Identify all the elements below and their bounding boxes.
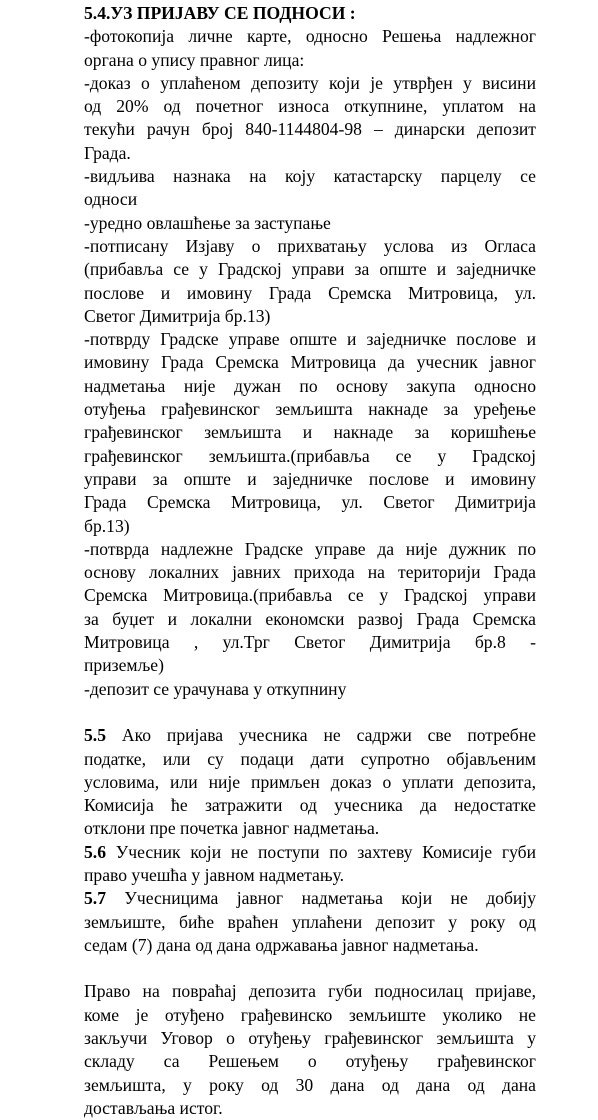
text-line (84, 608, 536, 631)
text-line (84, 305, 536, 328)
section-number: 5.5 (84, 725, 106, 746)
text-line (84, 934, 536, 957)
section-heading: 5.4.УЗ ПРИЈАВУ СЕ ПОДНОСИ : (84, 3, 356, 23)
line-text: Сремска Митровица.(прибавља се у Градској управи (84, 585, 536, 606)
text-line (84, 212, 536, 235)
text-line (84, 235, 536, 258)
line-text: право учешћа у јавном надметању. (84, 864, 345, 885)
line-text: грађевинског земљишта.(прибавља се у Градској (84, 445, 536, 466)
text-line (84, 445, 536, 468)
line-text: -потписану Изјаву о прихватању услова из Огласа (84, 235, 536, 256)
text-line (84, 421, 536, 444)
text-line (84, 351, 536, 374)
line-text: -фотокопија личне карте, односно Решења надлежног (84, 26, 536, 47)
line-text: Право на повраћај депозита губи подносилац пријаве, (84, 981, 536, 1002)
section-5-4-body (84, 25, 536, 701)
line-text: отклони пре почетка јавног надметања. (84, 818, 380, 839)
line-text: Светог Димитрија бр.13) (84, 305, 271, 326)
line-text: седам (7) дана од дана одржавања јавног надметања. (84, 934, 479, 955)
text-line (84, 328, 536, 351)
text-line (84, 49, 536, 72)
text-line (84, 1050, 536, 1073)
text-line (84, 1027, 536, 1050)
line-text: Града Сремска Митровица, ул. Светог Димитрија (84, 492, 536, 513)
line-text: грађевинског земљишта и накнаде за коришћење (84, 422, 536, 443)
line-text: послове и имовину Града Сремска Митровица, ул. (84, 282, 536, 303)
line-text: приземље) (84, 655, 164, 676)
text-line (84, 25, 536, 48)
line-text: -потврду Градске управе опште и заједничке послове и (84, 329, 536, 350)
text-line (84, 654, 536, 677)
line-text: земљиште, биће враћен уплаћени депозит у року од (84, 911, 536, 932)
section-number: 5.6 (84, 841, 106, 862)
line-text: -видљива назнака на коју катастарску парцелу се (84, 166, 536, 187)
line-text: складу са Решењем о отуђењу грађевинског (84, 1051, 536, 1072)
text-line (84, 1074, 536, 1097)
line-text: Митровица , ул.Трг Светог Димитрија бр.8 - (84, 632, 536, 653)
text-line (84, 911, 536, 934)
line-text: коме је отуђено грађевинско земљиште уколико не (84, 1004, 536, 1025)
closing-paragraph (84, 980, 536, 1120)
text-line (84, 258, 536, 281)
text-line (84, 491, 536, 514)
text-line (84, 561, 536, 584)
text-line (84, 188, 536, 211)
text-line (84, 980, 536, 1003)
section-number: 5.7 (84, 888, 106, 909)
line-text: земљишта, у року од 30 дана од дана од дана (84, 1074, 536, 1095)
paragraph-gap (84, 957, 536, 980)
text-line (84, 817, 536, 840)
text-line (84, 515, 536, 538)
line-text: имовину Града Сремска Митровица да учесник јавног (84, 352, 536, 373)
line-text: бр.13) (84, 515, 130, 536)
text-line (84, 1097, 536, 1120)
line-text: достављања истог. (84, 1097, 223, 1118)
text-line (84, 398, 536, 421)
line-text: податке, или су подаци дати супротно објављеним (84, 748, 536, 769)
text-line (84, 887, 536, 910)
line-text: -доказ о уплаћеном депозиту који је утврђен у висини (84, 72, 536, 93)
line-text: надметања није дужан по основу закупа односно (84, 375, 536, 396)
text-line (84, 468, 536, 491)
text-line (84, 724, 536, 747)
line-text: -уредно овлашћење за заступање (84, 212, 331, 233)
line-text: управи за опште и заједничке послове и имовину (84, 468, 536, 489)
line-text: (прибавља се у Градској управи за опште и заједничке (84, 259, 536, 280)
line-text: Учесницима јавног надметања који не добију (106, 888, 536, 909)
line-text: отуђења грађевинског земљишта накнаде за уређење (84, 399, 536, 420)
section-5-7 (84, 887, 536, 957)
line-text: односи (84, 189, 138, 210)
text-line (84, 631, 536, 654)
text-line (84, 72, 536, 95)
line-text: за буџет и локални економски развој Града Сремска (84, 608, 536, 629)
text-line (84, 794, 536, 817)
line-text: Ако пријава учесника не садржи све потребне (106, 725, 536, 746)
text-line (84, 142, 536, 165)
text-line (84, 771, 536, 794)
text-line (84, 584, 536, 607)
line-text: Учесник који не поступи по захтеву Комисије губи (106, 841, 536, 862)
text-line (84, 841, 536, 864)
text-line (84, 95, 536, 118)
paragraph-gap (84, 701, 536, 724)
line-text: текући рачун број 840-1144804-98 – динарски депозит (84, 119, 536, 140)
section-5-6 (84, 841, 536, 888)
text-line (84, 118, 536, 141)
line-text: -потврда надлежне Градске управе да није дужник по (84, 538, 536, 559)
text-line (84, 375, 536, 398)
text-line (84, 165, 536, 188)
line-text: од 20% од почетног износа откупнине, уплатом на (84, 96, 536, 117)
line-text: органа о упису правног лица: (84, 49, 305, 70)
text-line (84, 678, 536, 701)
line-text: -депозит се урачунава у откупнину (84, 678, 347, 699)
line-text: закључи Уговор о отуђењу грађевинског земљишта у (84, 1028, 536, 1049)
line-text: условима, или није примљен доказ о уплати депозита, (84, 771, 536, 792)
line-text: Града. (84, 142, 131, 163)
line-text: Комисија ће затражити од учесника да недостатке (84, 795, 536, 816)
text-line (84, 864, 536, 887)
text-line (84, 748, 536, 771)
text-line (84, 538, 536, 561)
section-5-5 (84, 724, 536, 840)
line-text: основу локалних јавних прихода на територији Града (84, 562, 536, 583)
text-line (84, 282, 536, 305)
